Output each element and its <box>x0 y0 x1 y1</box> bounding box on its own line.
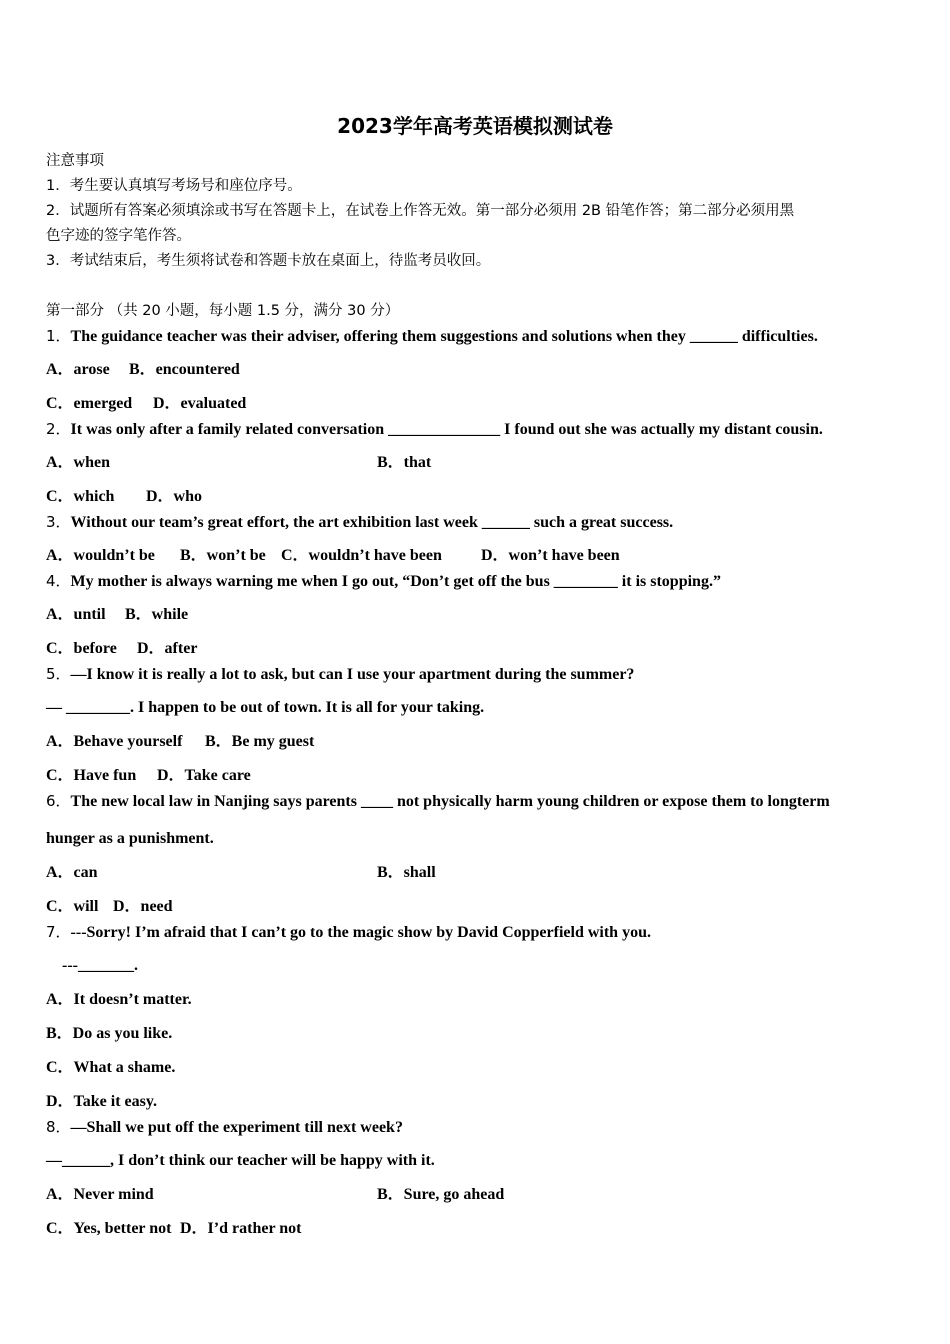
option-c[interactable]: C．Have fun <box>46 767 137 784</box>
notice-item: 色字迹的签字笔作答。 <box>46 228 191 244</box>
question-text: —Shall we put off the experiment till next week? <box>70 1119 403 1136</box>
question-number: 2． <box>46 420 71 438</box>
option-b[interactable]: B．won’t be <box>180 547 266 564</box>
option-c[interactable]: C．before <box>46 640 117 657</box>
option-c[interactable]: C．emerged <box>46 395 133 412</box>
question-text-line2: — ________. I happen to be out of town. It is all for your taking. <box>46 699 485 716</box>
option-b[interactable]: B．that <box>377 454 432 471</box>
question-text: The guidance teacher was their adviser, offering them suggestions and solutions when they ______ difficulties. <box>70 328 818 345</box>
question-text: Without our team’s great effort, the art exhibition last week ______ such a great success. <box>70 514 674 531</box>
question-text-line2: hunger as a punishment. <box>46 830 214 847</box>
question-number: 7． <box>46 923 71 941</box>
question-text: The new local law in Nanjing says parents ____ not physically harm young children or expose them to longterm <box>70 793 830 810</box>
question-8 <box>46 1116 906 1139</box>
option-a[interactable]: A．Behave yourself <box>46 733 183 750</box>
option-d[interactable]: D．I’d rather not <box>180 1220 302 1237</box>
option-b[interactable]: B．Do as you like. <box>46 1025 173 1042</box>
notice-item: 3．考试结束后，考生须将试卷和答题卡放在桌面上，待监考员收回。 <box>46 253 491 269</box>
option-d[interactable]: D．after <box>137 640 198 657</box>
question-text: —I know it is really a lot to ask, but can I use your apartment during the summer? <box>70 666 635 683</box>
option-c[interactable]: C．will <box>46 898 99 915</box>
option-a[interactable]: A．Never mind <box>46 1186 154 1203</box>
question-4 <box>46 570 906 593</box>
option-a[interactable]: A．It doesn’t matter. <box>46 991 192 1008</box>
question-7 <box>46 921 906 944</box>
option-d[interactable]: D．need <box>113 898 173 915</box>
option-b[interactable]: B．encountered <box>129 361 240 378</box>
option-c[interactable]: C．What a shame. <box>46 1059 176 1076</box>
option-c[interactable]: C．Yes, better not <box>46 1220 172 1237</box>
notice-item: 2．试题所有答案必须填涂或书写在答题卡上，在试卷上作答无效。第一部分必须用 2B 铅笔作答；第二部分必须用黑 <box>46 203 795 219</box>
question-number: 6． <box>46 792 71 810</box>
question-number: 5． <box>46 665 71 683</box>
option-b[interactable]: B．shall <box>377 864 436 881</box>
question-number: 1． <box>46 327 71 345</box>
option-a[interactable]: A．arose <box>46 361 110 378</box>
option-d[interactable]: D．evaluated <box>153 395 247 412</box>
question-number: 8． <box>46 1118 71 1136</box>
option-d[interactable]: D．Take care <box>157 767 251 784</box>
option-a[interactable]: A．when <box>46 454 111 471</box>
option-d[interactable]: D．who <box>146 488 203 505</box>
option-a[interactable]: A．until <box>46 606 106 623</box>
question-6 <box>46 790 906 813</box>
option-b[interactable]: B．Sure, go ahead <box>377 1186 505 1203</box>
question-text: My mother is always warning me when I go out, “Don’t get off the bus ________ it is stopping.” <box>70 573 721 590</box>
exam-title: 2023学年高考英语模拟测试卷 <box>337 114 613 138</box>
option-c[interactable]: C．wouldn’t have been <box>281 547 442 564</box>
option-a[interactable]: A．can <box>46 864 98 881</box>
option-b[interactable]: B．Be my guest <box>205 733 315 750</box>
question-number: 3． <box>46 513 71 531</box>
question-number: 4． <box>46 572 71 590</box>
option-d[interactable]: D．Take it easy. <box>46 1093 157 1110</box>
question-text-line2: ---_______. <box>62 957 138 974</box>
question-text: ---Sorry! I’m afraid that I can’t go to the magic show by David Copperfield with you. <box>70 924 651 941</box>
option-a[interactable]: A．wouldn’t be <box>46 547 155 564</box>
section-heading: 第一部分 （共 20 小题，每小题 1.5 分，满分 30 分） <box>46 303 400 319</box>
question-5 <box>46 663 906 686</box>
notice-item: 1．考生要认真填写考场号和座位序号。 <box>46 178 302 194</box>
question-1 <box>46 325 906 348</box>
question-text: It was only after a family related conversation ______________ I found out she was actually my distant cousin. <box>70 421 823 438</box>
option-d[interactable]: D．won’t have been <box>481 547 620 564</box>
question-3 <box>46 511 906 534</box>
question-text-line2: —______, I don’t think our teacher will be happy with it. <box>46 1152 435 1169</box>
option-c[interactable]: C．which <box>46 488 115 505</box>
question-2 <box>46 418 906 441</box>
notice-heading: 注意事项 <box>46 153 104 169</box>
option-b[interactable]: B．while <box>125 606 189 623</box>
